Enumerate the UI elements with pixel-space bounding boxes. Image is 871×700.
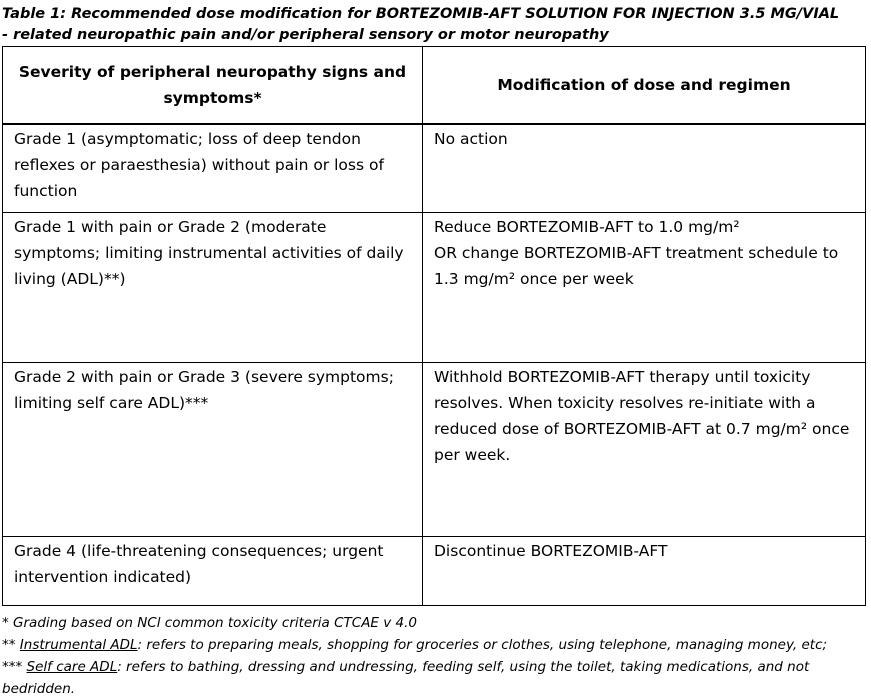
table-header-row xyxy=(3,47,866,125)
modification-text: 1.3 mg/m² once per week xyxy=(434,270,634,288)
severity-text: Grade 1 (asymptomatic; loss of deep tendon reflexes or paraesthesia) without pain or loss of function xyxy=(14,130,384,200)
table-row xyxy=(3,537,866,606)
severity-cell xyxy=(3,537,423,606)
footnote-text: : refers to preparing meals, shopping for groceries or clothes, using telephone, managing money, etc; xyxy=(137,637,828,653)
modification-cell xyxy=(423,537,866,606)
modification-text: No action xyxy=(434,130,508,148)
header-modification: Modification of dose and regimen xyxy=(423,47,866,125)
modification-text: Discontinue BORTEZOMIB-AFT xyxy=(434,542,668,560)
table-row xyxy=(3,124,866,213)
table-row xyxy=(3,363,866,537)
caption-line-2: - related neuropathic pain and/or peripheral sensory or motor neuropathy xyxy=(2,27,609,43)
modification-text: Reduce BORTEZOMIB-AFT to 1.0 mg/m² xyxy=(434,218,740,236)
modification-cell xyxy=(423,213,866,363)
severity-cell xyxy=(3,363,423,537)
footnote-text: Grading based on NCl common toxicity criteria CTCAE v 4.0 xyxy=(8,615,417,631)
modification-cell xyxy=(423,124,866,213)
footnote-marker: *** xyxy=(2,659,23,675)
modification-text: Withhold BORTEZOMIB-AFT therapy until toxicity resolves. When toxicity resolves re-initiate with a reduced dose of BORTEZOMIB-AFT at 0.7 mg/m² once per week. xyxy=(434,368,850,464)
footnote-marker: * xyxy=(2,615,9,631)
footnote-3 xyxy=(2,656,868,678)
footnote-text: : refers to bathing, dressing and undressing, feeding self, using the toilet, taking medications, and not xyxy=(117,659,810,675)
header-severity: Severity of peripheral neuropathy signs and symptoms* xyxy=(3,47,423,125)
modification-text: OR change BORTEZOMIB-AFT treatment schedule to xyxy=(434,244,839,262)
footnote-marker: ** xyxy=(2,637,16,653)
severity-text: Grade 4 (life-threatening consequences; urgent intervention indicated) xyxy=(14,542,384,586)
footnote-term: Self care ADL xyxy=(26,659,118,675)
footnote-term: Instrumental ADL xyxy=(19,637,138,653)
dose-modification-table xyxy=(2,46,866,606)
caption-line-1: Table 1: Recommended dose modification for BORTEZOMIB-AFT SOLUTION FOR INJECTION 3.5 MG/VIAL xyxy=(2,6,840,22)
footnote-3-continued: bedridden. xyxy=(2,681,76,697)
footnote-2 xyxy=(2,634,868,656)
severity-cell xyxy=(3,213,423,363)
severity-text: Grade 2 with pain or Grade 3 (severe symptoms; limiting self care ADL)*** xyxy=(14,368,394,412)
footnote-1 xyxy=(2,612,868,634)
footnotes xyxy=(2,612,868,700)
table-row xyxy=(3,213,866,363)
severity-text: Grade 1 with pain or Grade 2 (moderate symptoms; limiting instrumental activities of daily living (ADL)**) xyxy=(14,218,404,288)
modification-cell xyxy=(423,363,866,537)
severity-cell xyxy=(3,124,423,213)
